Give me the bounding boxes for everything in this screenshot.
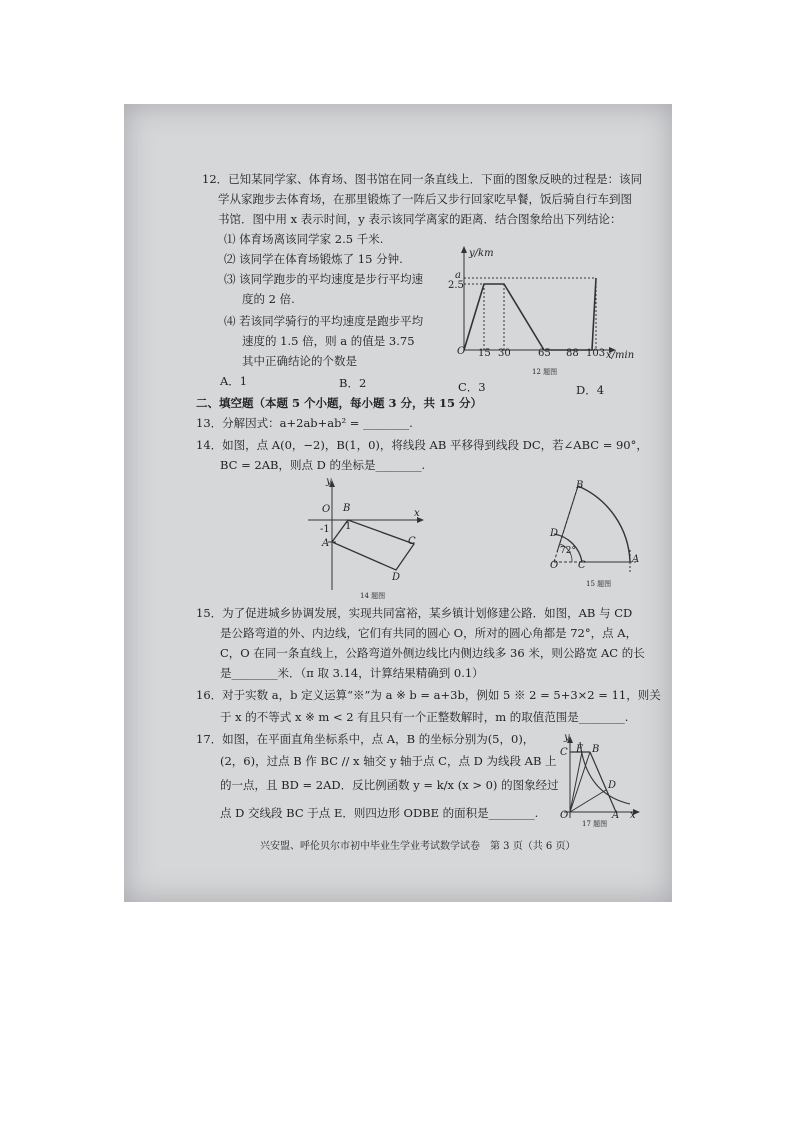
q12-caption: 12 题图	[532, 368, 558, 376]
q14-a-label: A	[322, 538, 330, 549]
q12-line-1: 12．已知某同学家、体育场、图书馆在同一条直线上．下面的图象反映的过程是：该同	[202, 172, 643, 186]
q15-d-label: D	[550, 528, 559, 539]
q17-line-2: (2，6)，过点 B 作 BC // x 轴交 y 轴于点 C，点 D 为线段 AB 上	[220, 754, 557, 768]
q17-d-label: D	[608, 780, 617, 791]
q15-origin-label: O	[550, 560, 559, 571]
q15-caption: 15 题图	[586, 580, 612, 588]
q17-y-label: y	[564, 732, 570, 743]
q12-line-3: 书馆．图中用 x 表示时间，y 表示该同学离家的距离．结合图象给出下列结论：	[218, 212, 622, 226]
q12-option-a: A．1	[220, 374, 248, 388]
q14-c-label: C	[408, 536, 416, 547]
q14-origin-label: O	[322, 504, 331, 515]
q14-x-label: x	[414, 508, 420, 519]
q12-conclusion-3a: ⑶ 该同学跑步的平均速度是步行平均速	[224, 272, 424, 286]
q12-x30-label: 30	[498, 348, 511, 359]
q17-line-3: 的一点，且 BD = 2AD．反比例函数 y = k/x (x > 0) 的图象经过	[220, 778, 559, 792]
q12-x-label: x/min	[606, 350, 635, 361]
q12-conclusion-4a: ⑷ 若该同学骑行的平均速度是跑步平均	[224, 314, 424, 328]
q15-a-label: A	[632, 554, 640, 565]
exam-page-photo	[124, 104, 672, 902]
q15-angle-label: 72°	[560, 546, 576, 556]
q17-x-label: x	[630, 810, 636, 821]
q12-option-c: C．3	[458, 380, 486, 394]
q12-a-label: a	[455, 270, 461, 281]
q17-figure	[124, 104, 672, 902]
q15-line-4: 是________米．（π 取 3.14，计算结果精确到 0.1）	[220, 666, 484, 680]
q12-y-label: y/km	[469, 248, 494, 259]
q12-question: 其中正确结论的个数是	[242, 354, 357, 368]
q12-conclusion-3b: 度的 2 倍.	[242, 292, 295, 306]
q17-c-label: C	[560, 747, 568, 758]
q12-x65-label: 65	[538, 348, 551, 359]
q12-x103-label: 103	[586, 348, 606, 359]
q12-x88-label: 88	[566, 348, 579, 359]
q14-d-label: D	[392, 572, 401, 583]
q14-caption: 14 题图	[360, 592, 386, 600]
q17-line-4: 点 D 交线段 BC 于点 E．则四边形 ODBE 的面积是________.	[220, 806, 539, 820]
q12-x15-label: 15	[478, 348, 491, 359]
q12-option-b: B．2	[339, 376, 367, 390]
q17-b-label: B	[592, 744, 600, 755]
q14-line-2: BC = 2AB，则点 D 的坐标是________.	[220, 458, 426, 472]
page-footer: 兴安盟、呼伦贝尔市初中毕业生学业考试数学试卷 第 3 页（共 6 页）	[260, 841, 576, 852]
q16-line-2: 于 x 的不等式 x ※ m < 2 有且只有一个正整数解时，m 的取值范围是________.	[220, 710, 629, 724]
q14-minus1-label: -1	[320, 524, 330, 535]
q13-text: 13．分解因式：a+2ab+ab² = ________.	[196, 416, 413, 430]
q15-b-label: B	[576, 480, 584, 491]
q17-line-1: 17．如图，在平面直角坐标系中，点 A，B 的坐标分别为(5，0)，	[196, 732, 535, 746]
q12-origin-label: O	[457, 346, 466, 357]
q14-y-label: y	[326, 476, 332, 487]
q17-e-label: E	[576, 744, 584, 755]
q12-conclusion-4b: 速度的 1.5 倍，则 a 的值是 3.75	[242, 334, 415, 348]
q12-y25-label: 2.5	[448, 280, 464, 291]
q17-a-label: A	[612, 810, 620, 821]
q14-b-label: B	[343, 503, 351, 514]
q15-line-2: 是公路弯道的外、内边线，它们有共同的圆心 O，所对的圆心角都是 72°，点 A，	[220, 626, 638, 640]
q17-origin-label: O	[560, 810, 569, 821]
q16-line-1: 16．对于实数 a，b 定义运算“※”为 a ※ b = a+3b，例如 5 ※ 2 = 5+3×2 = 11，则关	[196, 688, 661, 702]
q14-line-1: 14．如图，点 A(0，−2)，B(1，0)，将线段 AB 平移得到线段 DC，若∠ABC = 90°，	[196, 438, 648, 452]
section-fill-in-title: 二、填空题（本题 5 个小题，每小题 3 分，共 15 分）	[196, 396, 483, 410]
q12-conclusion-2: ⑵ 该同学在体育场锻炼了 15 分钟.	[224, 252, 403, 266]
q15-line-3: C，O 在同一条直线上，公路弯道外侧边线比内侧边线多 36 米，则公路宽 AC 的长	[220, 646, 645, 660]
q12-conclusion-1: ⑴ 体育场离该同学家 2.5 千米.	[224, 232, 384, 246]
q17-hyperbola	[580, 742, 630, 804]
q12-line-2: 学从家跑步去体育场，在那里锻炼了一阵后又步行回家吃早餐，饭后骑自行车到图	[218, 192, 632, 206]
q12-option-d: D．4	[576, 383, 605, 397]
q15-line-1: 15．为了促进城乡协调发展，实现共同富裕，某乡镇计划修建公路．如图，AB 与 CD	[196, 606, 633, 620]
q14-one-label: 1	[345, 521, 352, 532]
q17-caption: 17 题图	[582, 820, 608, 828]
q15-c-label: C	[578, 560, 586, 571]
